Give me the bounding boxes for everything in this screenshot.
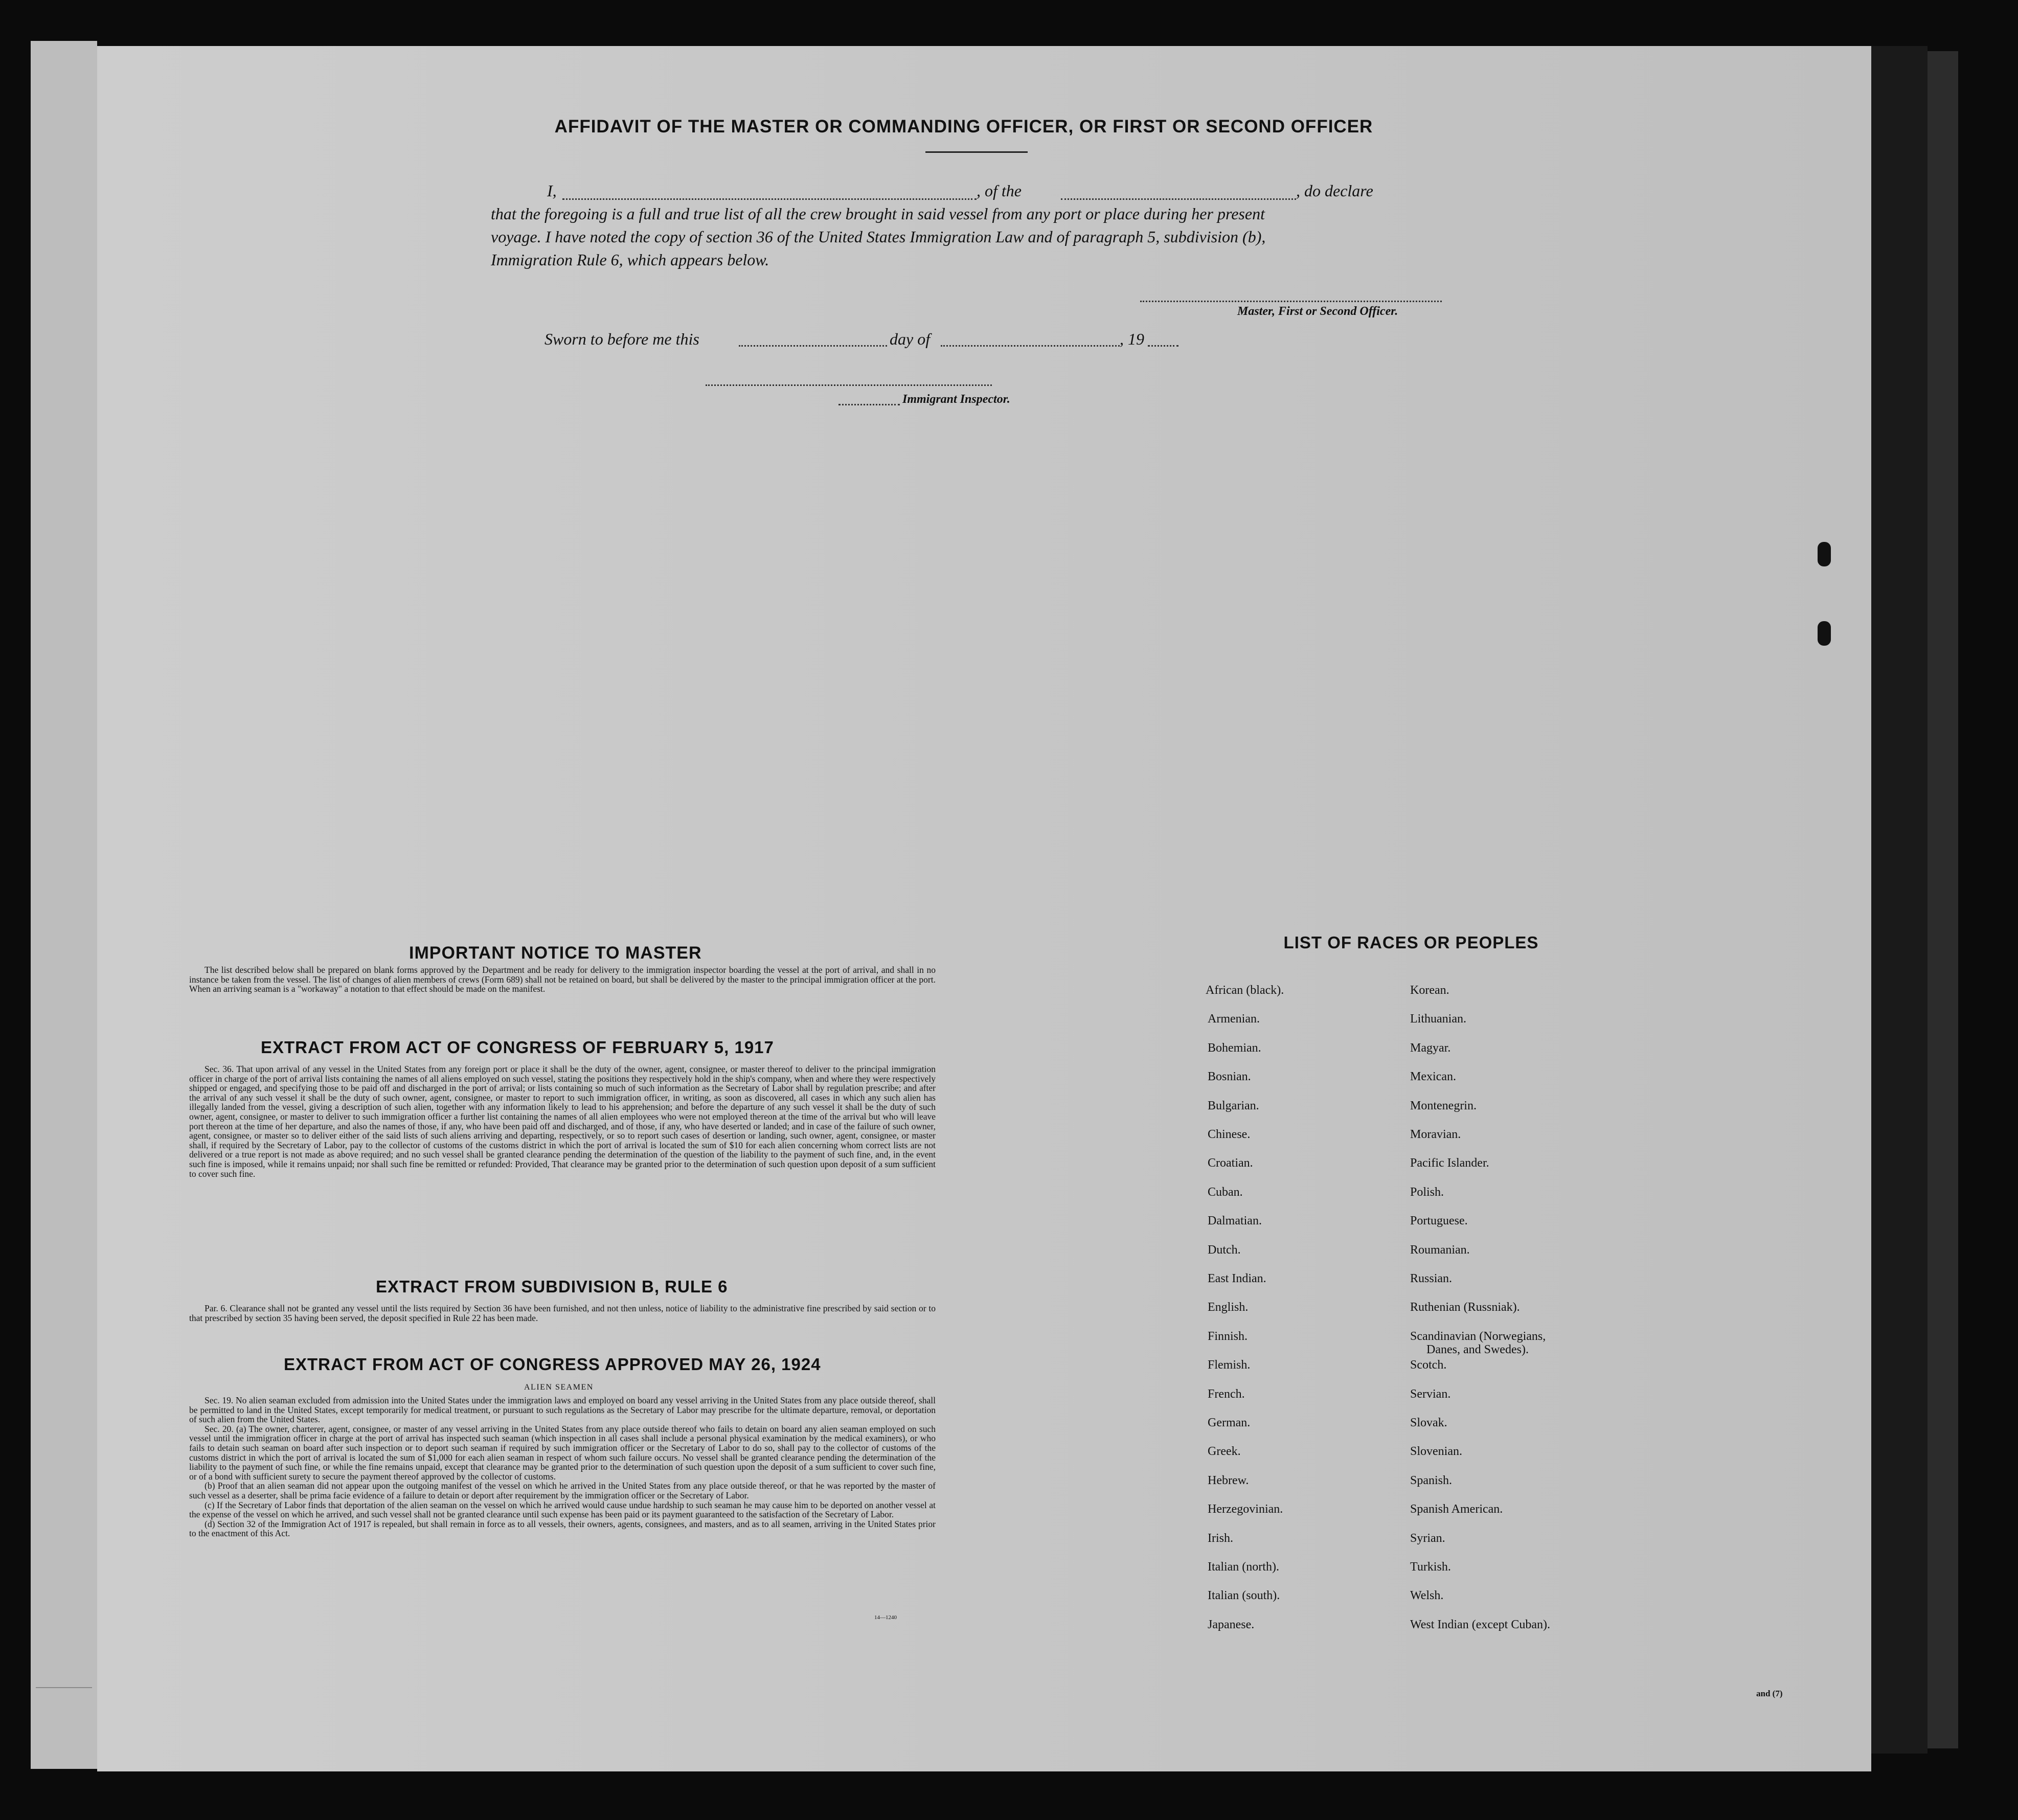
vessel-field[interactable] (1061, 198, 1296, 200)
race-item-right: Montenegrin. (1410, 1099, 1477, 1112)
affidavit-line-3: voyage. I have noted the copy of section 36 of the United States Immigration Law and of paragraph 5, subdivision (b), (491, 228, 1266, 246)
race-item-left: Finnish. (1208, 1329, 1248, 1343)
race-item-left: Italian (south). (1208, 1589, 1280, 1603)
race-item-left: Dalmatian. (1208, 1214, 1262, 1228)
sworn-text: Sworn to before me this (545, 330, 699, 348)
notice-paragraph: The list described below shall be prepared on blank forms approved by the Department and be ready for delivery to the immigration inspector boarding the vessel at the port of arrival, and shall in no instance be taken from the vessel. The list of changes of alien members of crews (Form 689) shall not be retained on board, but shall be delivered by the master to the principal immigration officer at the port. When an arriving seaman is a "workaway" a notation to that effect should be made on the manifest. (189, 965, 936, 994)
affidavit-title: AFFIDAVIT OF THE MASTER OR COMMANDING OFFICER, OR FIRST OR SECOND OFFICER (554, 117, 1373, 136)
punch-hole (1818, 621, 1831, 646)
race-item-right: Spanish American. (1410, 1503, 1503, 1516)
sec-20d-paragraph: (d) Section 32 of the Immigration Act of 1917 is repealed, but shall remain in force as to all vessels, their owners, agents, consignees, and masters, and as to all seamen, arriving in the United States prior to the enactment of this Act. (189, 1518, 936, 1539)
race-item-right: Servian. (1410, 1387, 1451, 1401)
race-item-right: Syrian. (1410, 1531, 1445, 1545)
affidavit-of-the: , of the (977, 181, 1022, 200)
race-item-left: Croatian. (1208, 1156, 1253, 1170)
right-binding (1928, 51, 1958, 1748)
race-item-right: Slovenian. (1410, 1445, 1462, 1459)
day-of-text: day of (890, 330, 931, 348)
race-item-right: Roumanian. (1410, 1243, 1470, 1257)
race-item-left: English. (1208, 1301, 1249, 1314)
race-item-left: Bosnian. (1208, 1070, 1251, 1084)
race-item-right-continuation: Danes, and Swedes). (1426, 1343, 1529, 1356)
notice-body (189, 965, 936, 994)
races-title: LIST OF RACES OR PEOPLES (1283, 933, 1539, 952)
race-item-left: Irish. (1208, 1531, 1233, 1545)
punch-hole (1818, 542, 1831, 566)
sec-19-paragraph: Sec. 19. No alien seaman excluded from admission into the United States under the immigration laws and employed on board any vessel arriving in the United States from any place outside thereof, shall be permitted to land in the United States, except temporarily for medical treatment, or pursuant to such regulations as the Secretary of Labor may prescribe for the ultimate departure, removal, or deportation of such alien from the United States. (189, 1395, 936, 1425)
race-item-left: French. (1208, 1387, 1245, 1401)
race-item-right: West Indian (except Cuban). (1410, 1618, 1550, 1631)
section-36-paragraph: Sec. 36. That upon arrival of any vessel in the United States from any foreign port or place it shall be the duty of the owner, agent, consignee, or master thereof to deliver to the principal immigration officer in charge of the port of arrival lists containing the names of all aliens employed on such vessel, stating the positions they respectively hold in the ship's company, when and where they were respectively shipped or engaged, and specifying those to be paid off and discharged in the port of arrival; or lists containing so much of such information as the Secretary of Labor shall by regulation prescribe; and after the arrival of any such vessel it shall be the duty of such owner, agent, consignee, or master to report to such immigration officer, in writing, as soon as discovered, all cases in which any such alien has illegally landed from the vessel, giving a description of such alien, together with any information likely to lead to his apprehension; and before the departure of any such vessel it shall be the duty of such owner, agent, consignee, or master to deliver to such immigration officer a further list containing the names of all alien employees who were not employed thereon at the time of the arrival but who will leave port thereon at the time of her departure, and also the names of those, if any, who have been paid off and discharged, and of those, if any, who have deserted or landed; and in case of the failure of such owner, agent, consignee, or master so to deliver either of the said lists of such aliens arriving and departing, respectively, or so to report such cases of desertion or landing, such owner, agent, consignee, or master shall, if required by the Secretary of Labor, pay to the collector of customs of the customs district in which the port of arrival is located the sum of $10 for each alien concerning whom correct lists are not delivered or a true report is not made as above required; and no such vessel shall be granted clearance pending the determination of the question of the liability to the payment of such fine, and, in the event such fine is imposed, while it remains unpaid; nor shall such fine be remitted or refunded: Provided, That clearance may be granted prior to the determination of such question upon deposit of a sum sufficient to cover such fine. (189, 1064, 936, 1179)
extract-1917-body (189, 1064, 936, 1178)
inspector-signature-field[interactable] (706, 384, 992, 386)
race-item-right: Scandinavian (Norwegians, (1410, 1329, 1546, 1343)
race-item-right: Pacific Islander. (1410, 1156, 1489, 1170)
inspector-dots (838, 404, 900, 405)
race-item-left: German. (1208, 1416, 1251, 1429)
year-text: , 19 (1120, 330, 1144, 348)
race-item-right: Ruthenian (Russniak). (1410, 1301, 1520, 1314)
race-item-left: Herzegovinian. (1208, 1503, 1283, 1516)
alien-seamen-subtitle: ALIEN SEAMEN (524, 1383, 594, 1392)
day-field[interactable] (739, 345, 887, 347)
notice-title: IMPORTANT NOTICE TO MASTER (409, 943, 702, 963)
race-item-left: African (black). (1206, 984, 1284, 997)
race-item-right: Spanish. (1410, 1473, 1453, 1487)
race-item-left: Hebrew. (1208, 1473, 1249, 1487)
race-item-left: Cuban. (1208, 1185, 1243, 1199)
extract-rule6-title: EXTRACT FROM SUBDIVISION B, RULE 6 (376, 1277, 728, 1296)
race-item-right: Mexican. (1410, 1070, 1456, 1084)
race-item-right: Polish. (1410, 1185, 1444, 1199)
race-item-left: Italian (north). (1208, 1560, 1279, 1574)
master-signature-field[interactable] (1140, 301, 1442, 302)
race-item-right: Scotch. (1410, 1358, 1447, 1372)
race-item-right: Russian. (1410, 1272, 1453, 1285)
sec-20a-paragraph: Sec. 20. (a) The owner, charterer, agent, consignee, or master of any vessel arriving in the United States from any place outside thereof who fails to detain on board any alien seaman employed on such vessel until the immigration officer in charge at the port of arrival has inspected such seaman (which inspection in all cases shall include a personal physical examination by the medical examiners), or who fails to detain such seaman on board after such inspection or to deport such seaman if required by such immigration officer or the Secretary of Labor to do so, shall pay to the collector of customs of the customs district in which the port of arrival is located the sum of $1,000 for each alien seaman in respect of whom such failure occurs. No vessel shall be granted clearance pending the determination of the liability to the payment of such fine, or while the fine remains unpaid, except that clearance may be granted prior to the determination of such question upon the deposit of a sum sufficient to cover such fine, or of a bond with sufficient surety to secure the payment thereof approved by the collector of customs. (189, 1423, 936, 1482)
inspector-label: Immigrant Inspector. (902, 393, 1010, 406)
sec-20c-paragraph: (c) If the Secretary of Labor finds that deportation of the alien seaman on the vessel on which he arrived would cause undue hardship to such seaman he may cause him to be deported on another vessel at the expense of the vessel on which he arrived, and such vessel shall not be granted clearance until such expense has been paid or its payment guaranteed to the satisfaction of the Secretary of Labor. (189, 1499, 936, 1520)
affidavit-line-2: that the foregoing is a full and true list of all the crew brought in said vessel from any port or place during her present (491, 204, 1265, 223)
race-item-right: Slovak. (1410, 1416, 1447, 1429)
extract-1917-title: EXTRACT FROM ACT OF CONGRESS OF FEBRUARY 5, 1917 (261, 1038, 774, 1057)
title-rule (925, 151, 1028, 153)
affidavit-declare: , do declare (1296, 181, 1373, 200)
race-item-right: Portuguese. (1410, 1214, 1468, 1228)
race-item-right: Lithuanian. (1410, 1012, 1466, 1026)
race-item-right: Moravian. (1410, 1128, 1461, 1141)
race-item-left: Chinese. (1208, 1128, 1251, 1141)
master-label: Master, First or Second Officer. (1237, 305, 1398, 318)
race-item-left: Dutch. (1208, 1243, 1241, 1257)
year-field[interactable] (1148, 345, 1178, 347)
race-item-left: Greek. (1208, 1445, 1241, 1459)
par-6-paragraph: Par. 6. Clearance shall not be granted any vessel until the lists required by Section 36 have been furnished, and not then unless, notice of liability to the administrative fine prescribed by said section or to that prescribed by section 35 having been served, the deposit specified in Rule 22 has been made. (189, 1303, 936, 1323)
race-item-right: Welsh. (1410, 1589, 1444, 1603)
extract-1924-body (189, 1396, 936, 1538)
race-item-left: Bulgarian. (1208, 1099, 1259, 1112)
race-item-left: Armenian. (1208, 1012, 1260, 1026)
extract-1924-title: EXTRACT FROM ACT OF CONGRESS APPROVED MAY 26, 1924 (284, 1355, 821, 1374)
form-number: 14—1240 (874, 1614, 897, 1621)
name-field[interactable] (562, 198, 977, 200)
race-item-right: Magyar. (1410, 1041, 1451, 1055)
race-item-left: Japanese. (1208, 1618, 1255, 1631)
affidavit-i: I, (547, 181, 557, 200)
month-field[interactable] (941, 345, 1120, 347)
race-item-left: Bohemian. (1208, 1041, 1261, 1055)
right-page-edge (1871, 46, 1928, 1754)
margin-text: and (7) (1756, 1689, 1783, 1698)
affidavit-line-4: Immigration Rule 6, which appears below. (491, 251, 769, 269)
race-item-right: Turkish. (1410, 1560, 1451, 1574)
race-item-left: East Indian. (1208, 1272, 1266, 1285)
race-item-left: Flemish. (1208, 1358, 1251, 1372)
ledger-rule (36, 1687, 92, 1688)
race-item-right: Korean. (1410, 984, 1449, 997)
sec-20b-paragraph: (b) Proof that an alien seaman did not appear upon the outgoing manifest of the vessel on which he arrived in the United States from any place outside thereof, or that he was reported by the master of such vessel as a deserter, shall be prima facie evidence of a failure to detain or deport after requirement by the immigration officer or the Secretary of Labor. (189, 1481, 936, 1500)
left-binding-strip (31, 41, 97, 1769)
extract-rule6-body (189, 1304, 936, 1323)
